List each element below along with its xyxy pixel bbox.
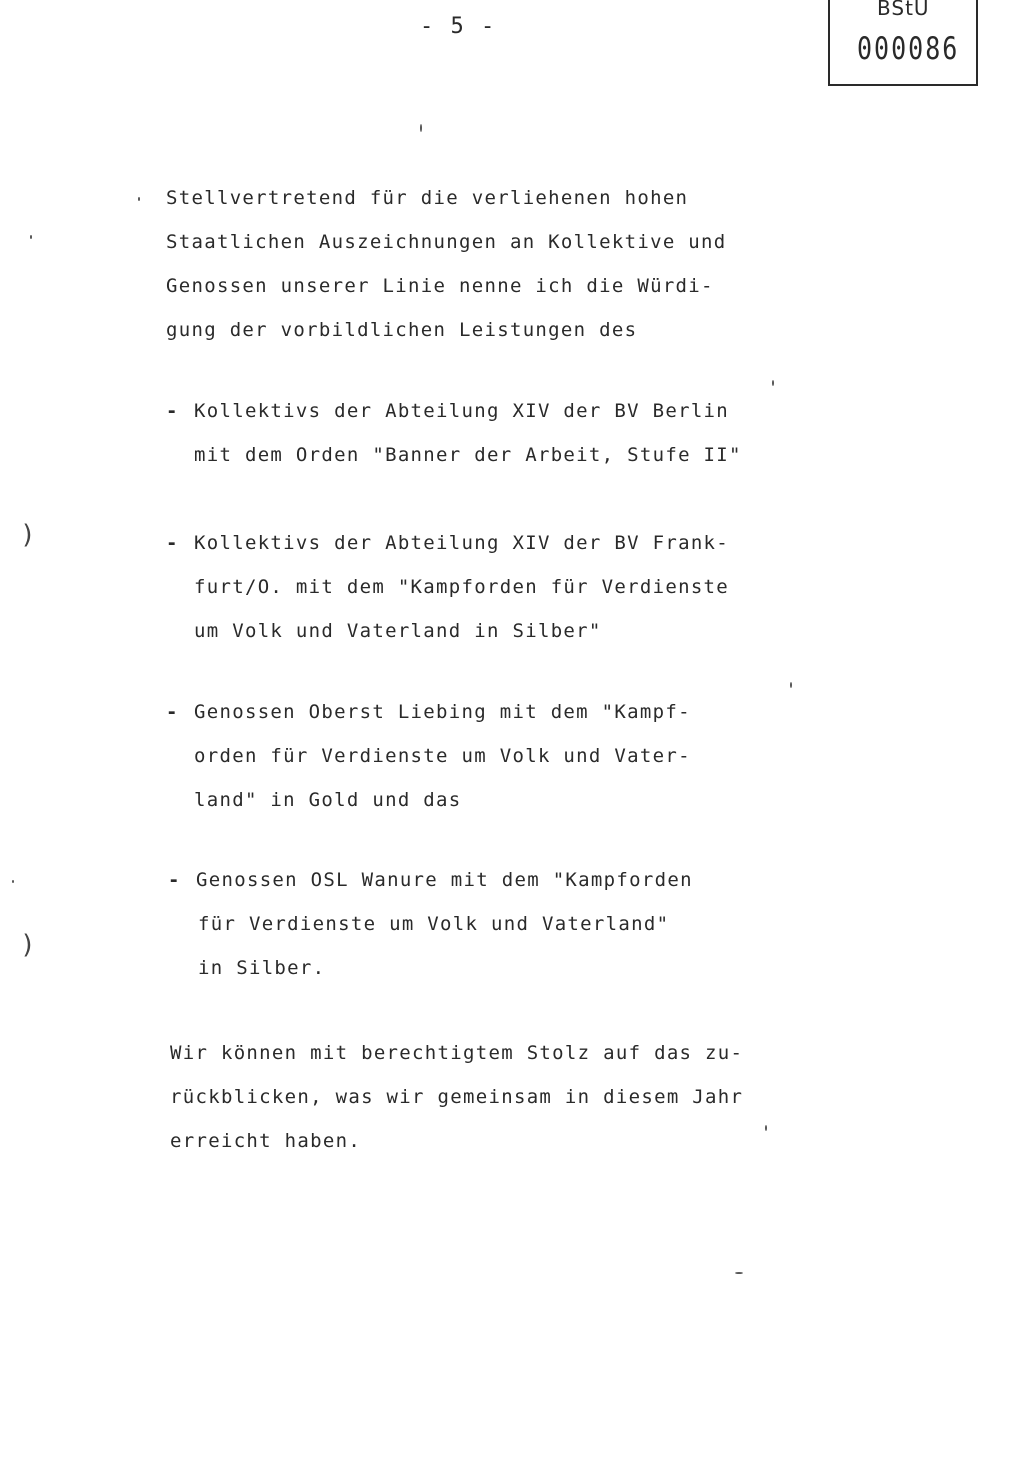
list-item-line: um Volk und Vaterland in Silber"	[194, 620, 602, 642]
list-item-line: furt/O. mit dem "Kampforden für Verdienste	[194, 576, 730, 598]
list-item-line: für Verdienste um Volk und Vaterland"	[198, 913, 670, 935]
list-item-line	[168, 858, 693, 902]
bullet-dash: -	[166, 701, 179, 723]
intro-paragraph	[166, 176, 727, 352]
bullet-dash: -	[166, 532, 179, 554]
list-item-text: Genossen Oberst Liebing mit dem "Kampf-	[194, 701, 691, 723]
list-item-award-wanure	[168, 858, 693, 990]
closing-line: rückblicken, was wir gemeinsam in diesem Jahr	[170, 1086, 744, 1108]
list-item-line: in Silber.	[198, 957, 326, 979]
scan-speck	[138, 197, 140, 201]
scan-speck	[790, 682, 792, 688]
closing-line: erreicht haben.	[170, 1130, 362, 1152]
list-item-text: Kollektivs der Abteilung XIV der BV Frank-	[194, 532, 730, 554]
list-item-award-liebing	[166, 690, 691, 822]
list-item-award-frankfurt	[166, 521, 729, 653]
bullet-dash: -	[168, 869, 181, 891]
list-item-line: orden für Verdienste um Volk und Vater-	[194, 745, 691, 767]
stamp-label: BStU	[877, 0, 930, 20]
intro-line: Genossen unserer Linie nenne ich die Würdi-	[166, 275, 714, 297]
intro-line: Staatlichen Auszeichnungen an Kollektive und	[166, 231, 727, 253]
list-item-line: land" in Gold und das	[194, 789, 462, 811]
list-item-line	[166, 690, 691, 734]
scan-speck	[772, 380, 774, 386]
bullet-dash: -	[166, 400, 179, 422]
list-item-line	[166, 521, 729, 565]
punch-hole-mark: )	[20, 520, 36, 550]
punch-hole-mark: )	[20, 930, 36, 960]
closing-paragraph	[170, 1031, 743, 1163]
scan-speck	[735, 1272, 743, 1274]
scan-speck	[30, 235, 32, 239]
list-item-line	[166, 389, 742, 433]
list-item-text: Kollektivs der Abteilung XIV der BV Berlin	[194, 400, 730, 422]
scan-speck	[420, 124, 422, 132]
intro-line: Stellvertretend für die verliehenen hohen	[166, 187, 689, 209]
stamp-number: 000086	[857, 30, 960, 67]
closing-line: Wir können mit berechtigtem Stolz auf das zu-	[170, 1042, 744, 1064]
archive-stamp	[828, 0, 978, 86]
page-number: - 5 -	[420, 14, 497, 39]
intro-line: gung der vorbildlichen Leistungen des	[166, 319, 638, 341]
list-item-award-berlin	[166, 389, 742, 477]
list-item-text: Genossen OSL Wanure mit dem "Kampforden	[196, 869, 693, 891]
scan-speck	[12, 880, 14, 883]
scan-speck	[765, 1125, 767, 1131]
list-item-line: mit dem Orden "Banner der Arbeit, Stufe II"	[194, 444, 742, 466]
